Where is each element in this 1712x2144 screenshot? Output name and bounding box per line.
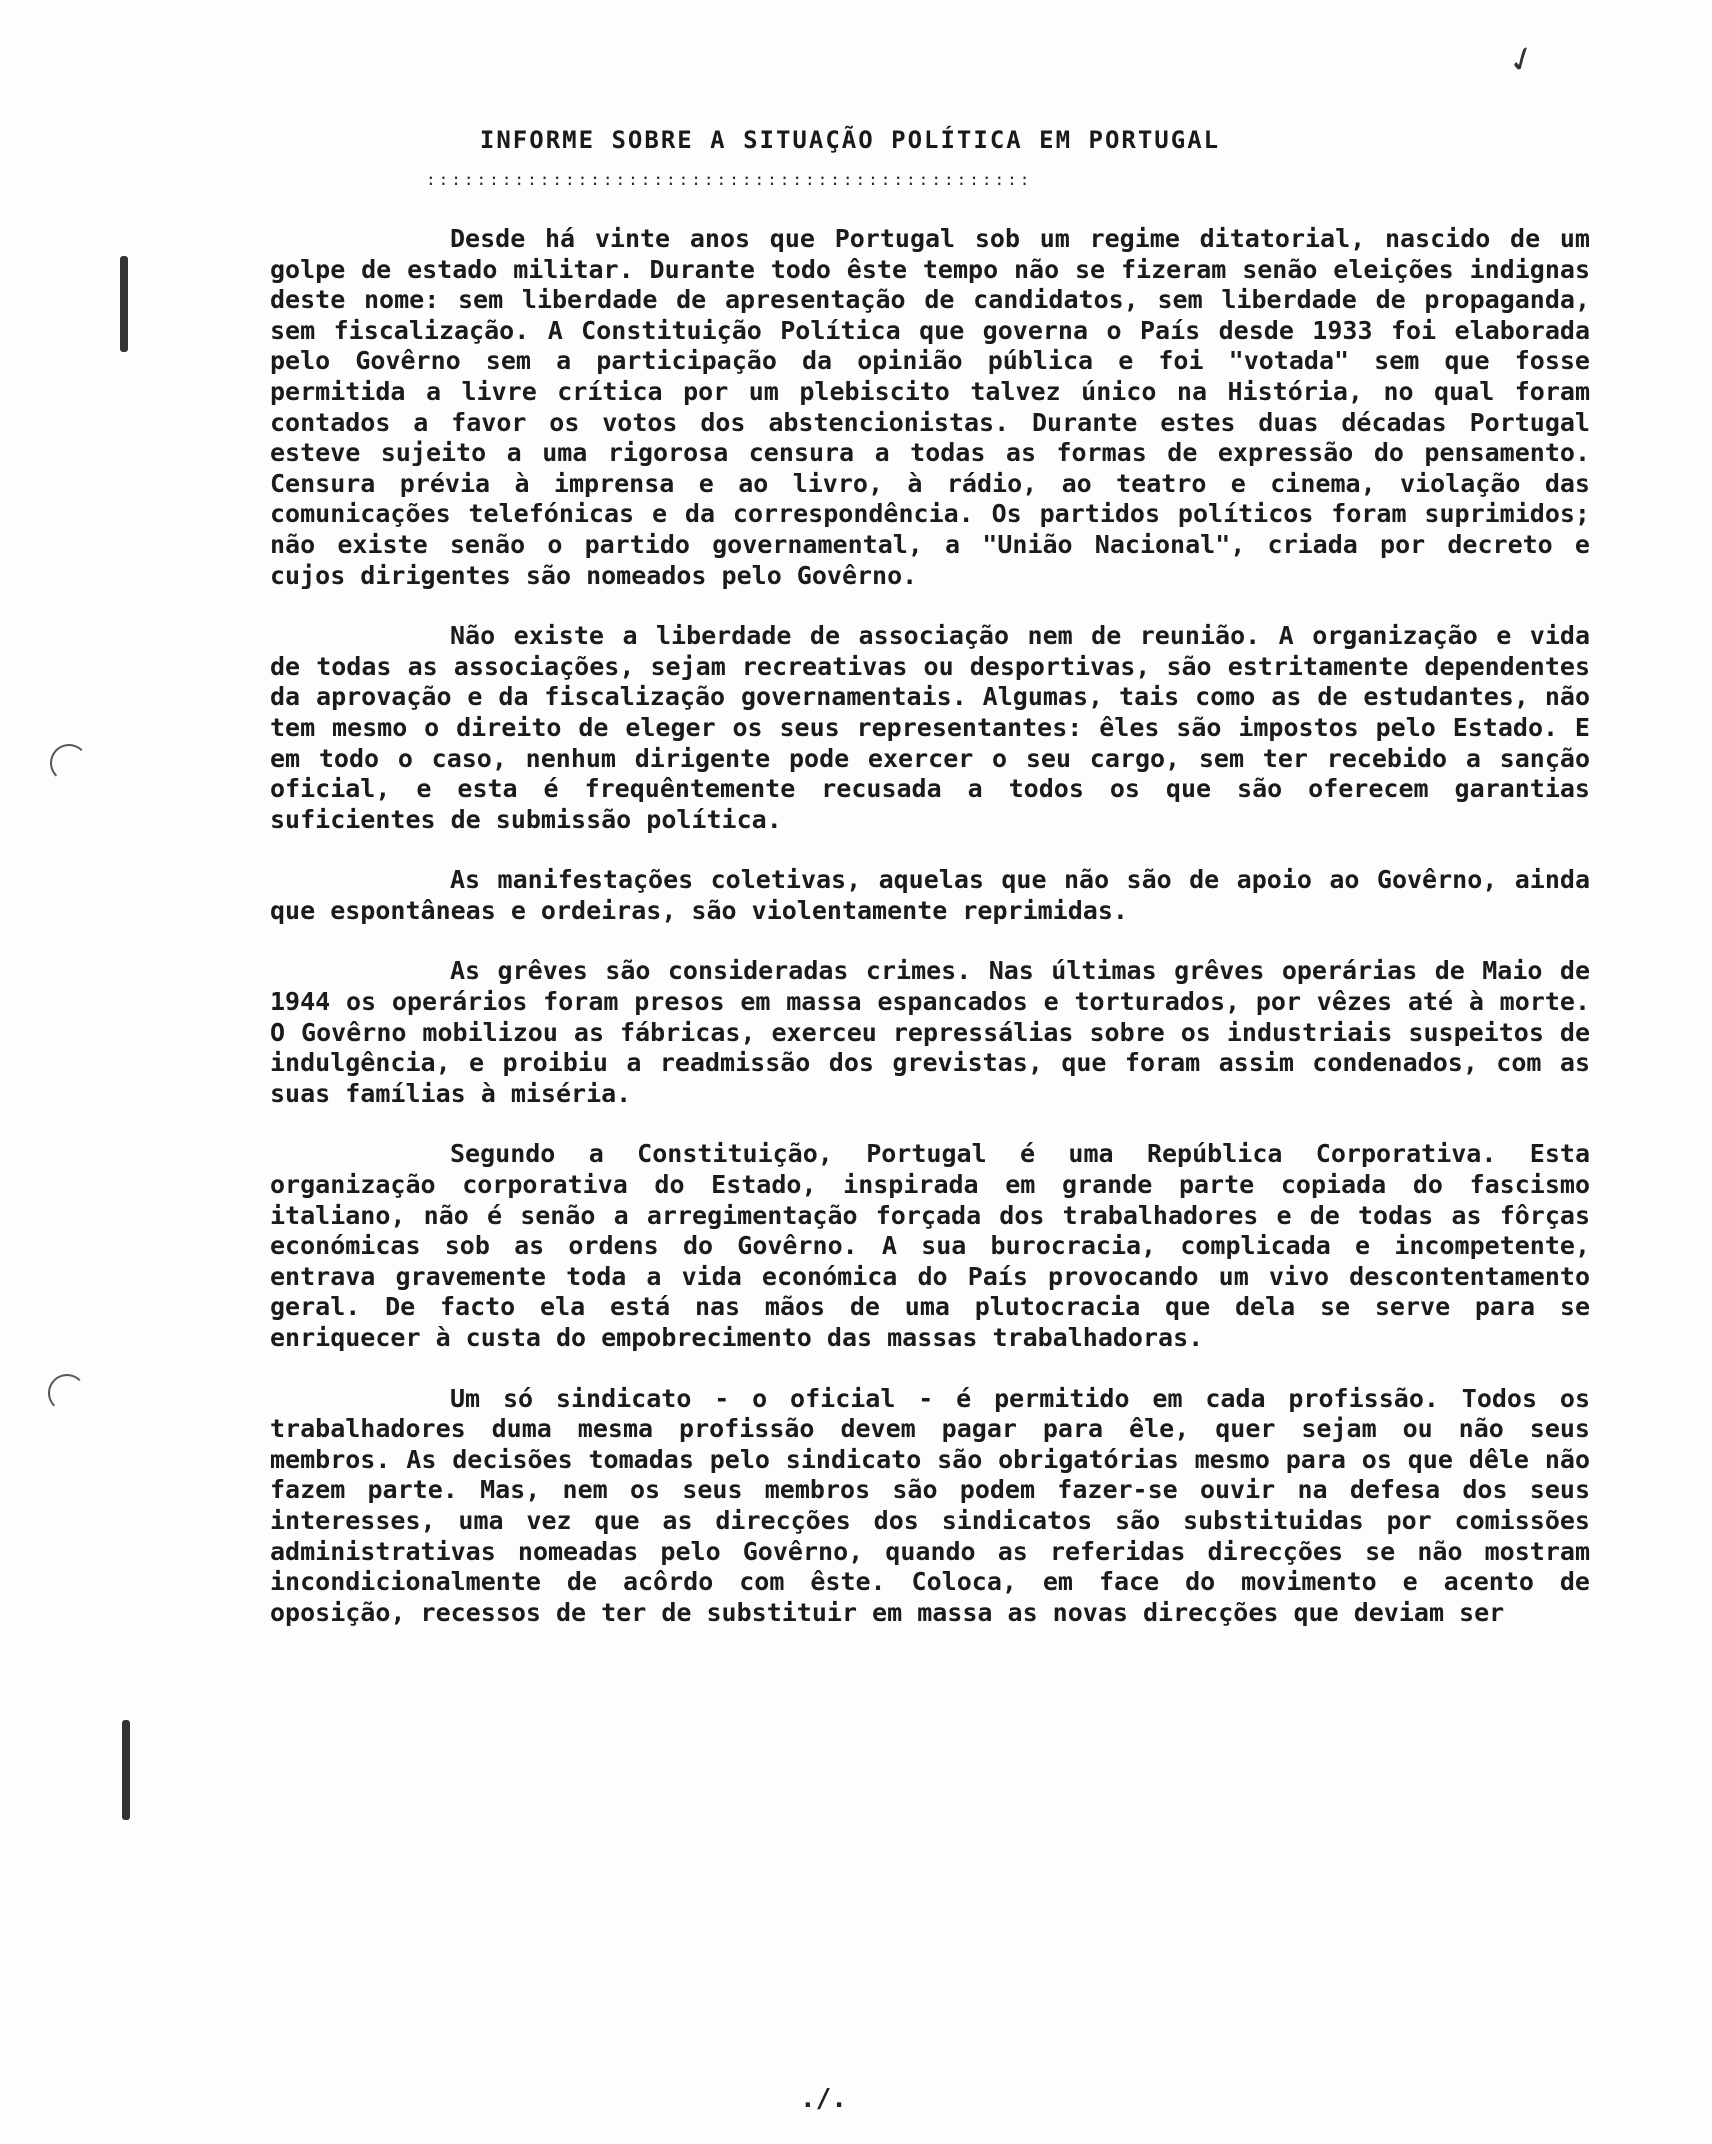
paragraph: As manifestações coletivas, aquelas que não são de apoio ao Govêrno, ainda que espontâneas e ordeiras, são violentamente reprimidas.	[270, 865, 1590, 925]
paragraph: Um só sindicato - o oficial - é permitido em cada profissão. Todos os trabalhadores duma mesma profissão devem pagar para êle, quer sejam ou não seus membros. As decisões tomadas pelo sindicato são obrigatórias mesmo para os que dêle não fazem parte. Mas, nem os seus membros são podem fazer-se ouvir na defesa dos seus interesses, uma vez que as direcções dos sindicatos são substituidas por comissões administrativas nomeadas pelo Govêrno, quando as referidas direcções se não mostram incondicionalmente de acôrdo com êste. Coloca, em face do movimento e acento de oposição, recessos de ter de substituir em massa as novas direcções que deviam ser	[270, 1383, 1590, 1627]
title-underline: ::::::::::::::::::::::::::::::::::::::::::::::::	[426, 170, 1033, 189]
punch-hole-icon	[50, 744, 88, 782]
margin-bracket-mark	[120, 256, 128, 352]
margin-bracket-mark	[122, 1720, 130, 1820]
page-continuation-mark: ./.	[800, 2084, 847, 2114]
paragraph: Segundo a Constituição, Portugal é uma República Corporativa. Esta organização corporativa do Estado, inspirada em grande parte copiada do fascismo italiano, não é senão a arregimentação forçada dos trabalhadores e de todas as fôrças económicas sob as ordens do Govêrno. A sua burocracia, complicada e incompetente, entrava gravemente toda a vida económica do País provocando um vivo descontentamento geral. De facto ela está nas mãos de uma plutocracia que dela se serve para se enriquecer à custa do empobrecimento das massas trabalhadoras.	[270, 1139, 1590, 1352]
paragraph: As grêves são consideradas crimes. Nas últimas grêves operárias de Maio de 1944 os operários foram presos em massa espancados e torturados, por vêzes até à morte. O Govêrno mobilizou as fábricas, exerceu repressálias sobre os industriais suspeitos de indulgência, e proibiu a readmissão dos grevistas, que foram assim condenados, com as suas famílias à miséria.	[270, 956, 1590, 1108]
paragraph: Não existe a liberdade de associação nem de reunião. A organização e vida de todas as associações, sejam recreativas ou desportivas, são estritamente dependentes da aprovação e da fiscalização governamentais. Algumas, tais como as de estudantes, não tem mesmo o direito de eleger os seus representantes: êles são impostos pelo Estado. E em todo o caso, nenhum dirigente pode exercer o seu cargo, sem ter recebido a sanção oficial, e esta é frequêntemente recusada a todos os que são oferecem garantias suficientes de submissão política.	[270, 621, 1590, 834]
paragraph: Desde há vinte anos que Portugal sob um regime ditatorial, nascido de um golpe de estado militar. Durante todo êste tempo não se fizeram senão eleições indignas deste nome: sem liberdade de apresentação de candidatos, sem liberdade de propaganda, sem fiscalização. A Constituição Política que governa o País desde 1933 foi elaborada pelo Govêrno sem a participação da opinião pública e foi "votada" sem que fosse permitida a livre crítica por um plebiscito talvez único na História, no qual foram contados a favor os votos dos abstencionistas. Durante estes duas décadas Portugal esteve sujeito a uma rigorosa censura a todas as formas de expressão do pensamento. Censura prévia à imprensa e ao livro, à rádio, ao teatro e cinema, violação das comunicações telefónicas e da correspondência. Os partidos políticos foram suprimidos; não existe senão o partido governamental, a "União Nacional", criada por decreto e cujos dirigentes são nomeados pelo Govêrno.	[270, 224, 1590, 590]
document-title: INFORME SOBRE A SITUAÇÃO POLÍTICA EM PORTUGAL	[479, 126, 1221, 154]
check-mark-icon: ✓	[1501, 36, 1542, 84]
punch-hole-icon	[48, 1374, 86, 1412]
document-body	[270, 224, 1590, 1658]
